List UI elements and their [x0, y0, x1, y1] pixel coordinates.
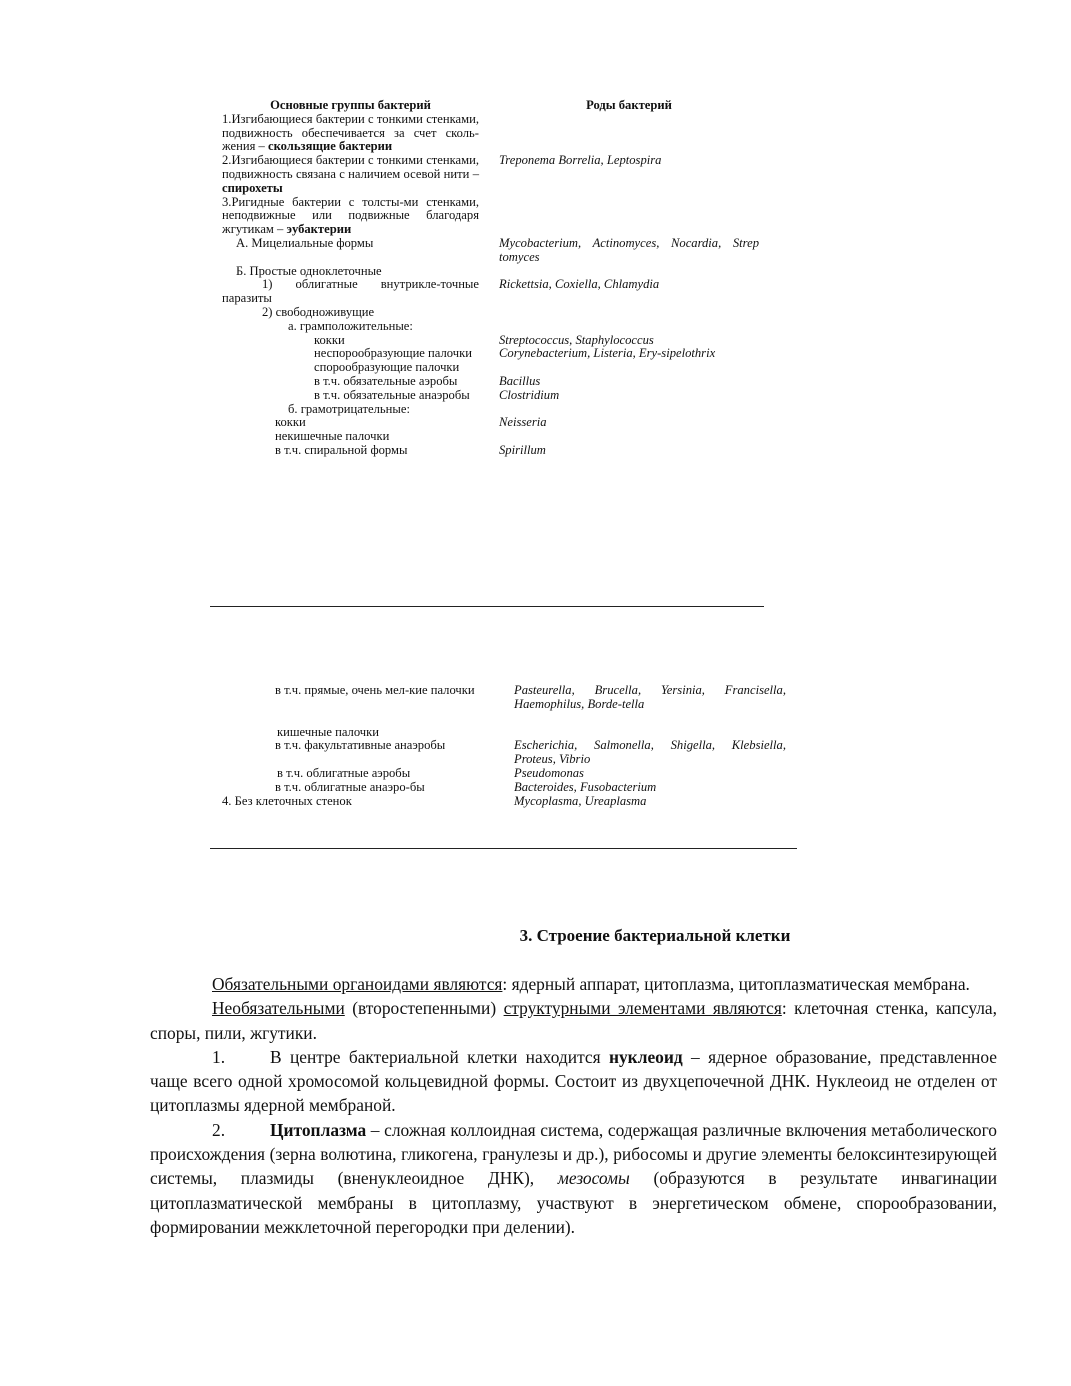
table-row [222, 278, 782, 306]
table-row [222, 334, 782, 348]
table-row [222, 361, 782, 375]
table-header-row [222, 99, 782, 113]
table-row [222, 389, 782, 403]
mycelial-genera: Mycobacterium, Actinomyces, Nocardia, Strep tomyces [499, 235, 759, 264]
table-row [222, 430, 782, 444]
table-row [222, 739, 802, 767]
intracellular-label: 1) облигатные внутрикле-точные паразиты [222, 277, 479, 306]
nonspore-rods-label: неспорообразующие палочки [314, 346, 472, 361]
footnote-divider [210, 606, 764, 607]
header-groups: Основные группы бактерий [270, 98, 431, 112]
list-number: 2. [212, 1119, 226, 1140]
table-row [222, 726, 802, 740]
table-row [222, 684, 802, 712]
table-row [222, 265, 782, 279]
bacteria-groups-table [222, 99, 782, 458]
gn-cocci-genera: Neisseria [499, 415, 547, 430]
nonspore-rods-genera: Corynebacterium, Listeria, Ery-sipelothrix [499, 346, 716, 361]
obligate-aerobes-genera: Pseudomonas [514, 765, 584, 780]
section-title: 3. Строение бактериальной клетки [519, 926, 791, 945]
facultative-anaerobes-genera: Escherichia, Salmonella, Shigella, Klebsiella, Proteus, Vibrio [514, 738, 786, 767]
table-row [222, 795, 802, 809]
unicellular-label: Б. Простые одноклеточные [236, 263, 382, 278]
mycelial-label: А. Мицелиальные формы [236, 235, 374, 250]
paragraph-nucleoid: 1. В центре бактериальной клетки находится нуклеоид – ядерное образование, представленное чаще всего одной хромосомой кольцевидной формы. Состоит из двухцепочечной ДНК. Нуклеоид не отделен от цитоплазмы ядерной мембраной. [150, 1046, 997, 1116]
table-divider [210, 848, 797, 849]
aerobes-genera: Bacillus [499, 373, 541, 388]
spiral-label: в т.ч. спиральной формы [275, 442, 408, 457]
obligate-anaerobes-genera: Bacteroides, Fusobacterium [514, 779, 657, 794]
table-row [222, 375, 782, 389]
intracellular-genera: Rickettsia, Coxiella, Chlamydia [499, 277, 660, 292]
no-wall-label: 4. Без клеточных стенок [222, 793, 352, 808]
table-row [222, 113, 782, 154]
table-row [222, 306, 782, 320]
gn-cocci-label: кокки [275, 415, 306, 430]
section-body [150, 972, 997, 1239]
small-rods-genera: Pasteurella, Brucella, Yersinia, Francisella, Haemophilus, Borde-tella [514, 683, 786, 711]
intestinal-rods-label: кишечные палочки [277, 724, 379, 739]
paragraph-cytoplasm: 2. Цитоплазма – сложная коллоидная система, содержащая различные включения метаболического происхождения (зерна волютина, гликогена, гранулезы и др.), рибосомы и другие элементы белоксинтезирующей системы, плазмиды (вненуклеоидное ДНК), мезосомы (образуются в результате инвагинации цитоплазматической мембраны в цитоплазму, участвуют в энергетическом обмене, спорообразовании, формировании межклеточной перегородки при делении). [150, 1119, 998, 1237]
spiral-genera: Spirillum [499, 442, 546, 457]
gram-positive-label: а. грамположительные: [288, 318, 413, 333]
cocci-genera: Streptococcus, Staphylococcus [499, 332, 654, 347]
bacteria-groups-table-continued [222, 684, 802, 808]
gram-negative-label: б. грамотрицательные: [288, 401, 410, 416]
paragraph-optional: Необязательными (второстепенными) структурными элементами являются: клеточная стенка, капсула, споры, пили, жгутики. [150, 998, 997, 1043]
obligate-anaerobes-label: в т.ч. облигатные анаэро-бы [275, 779, 425, 794]
paragraph-obligatory: Обязательными органоидами являются: ядерный аппарат, цитоплазма, цитоплазматическая мембрана. [212, 974, 970, 994]
table-row [222, 416, 782, 430]
table-row [222, 320, 782, 334]
table-row [222, 237, 782, 265]
group-eubacteria: 3.Ригидные бактерии с толсты-ми стенками, неподвижные или подвижные благодаря жгутикам – эубактерии [222, 194, 479, 237]
facultative-anaerobes-label: в т.ч. факультативные анаэробы [275, 738, 446, 753]
aerobes-label: в т.ч. обязательные аэробы [314, 373, 458, 388]
anaerobes-label: в т.ч. обязательные анаэробы [314, 387, 470, 402]
small-rods-label: в т.ч. прямые, очень мел-кие палочки [275, 683, 475, 697]
list-number: 1. [212, 1046, 226, 1067]
anaerobes-genera: Clostridium [499, 387, 560, 402]
table-row [222, 347, 782, 361]
table-row [222, 781, 802, 795]
obligate-aerobes-label: в т.ч. облигатные аэробы [277, 765, 411, 780]
table-row [222, 444, 782, 458]
table-row [222, 767, 802, 781]
table-row [222, 196, 782, 237]
table-row [222, 154, 782, 195]
genera-spirochetes: Treponema Borrelia, Leptospira [499, 153, 662, 168]
group-gliding: 1.Изгибающиеся бактерии с тонкими стенками, подвижность обеспечивается за счет сколь-жения – скользящие бактерии [222, 111, 479, 154]
group-spirochetes: 2.Изгибающиеся бактерии с тонкими стенками, подвижность связана с наличием осевой нити – спирохеты [222, 153, 479, 195]
spore-rods-label: спорообразующие палочки [314, 360, 460, 375]
cocci-label: кокки [314, 332, 345, 347]
freeliving-label: 2) свободноживущие [262, 304, 375, 319]
header-genera: Роды бактерий [586, 98, 672, 112]
no-wall-genera: Mycoplasma, Ureaplasma [514, 793, 647, 808]
nonintestinal-rods-label: некишечные палочки [275, 429, 390, 444]
table-row [222, 403, 782, 417]
